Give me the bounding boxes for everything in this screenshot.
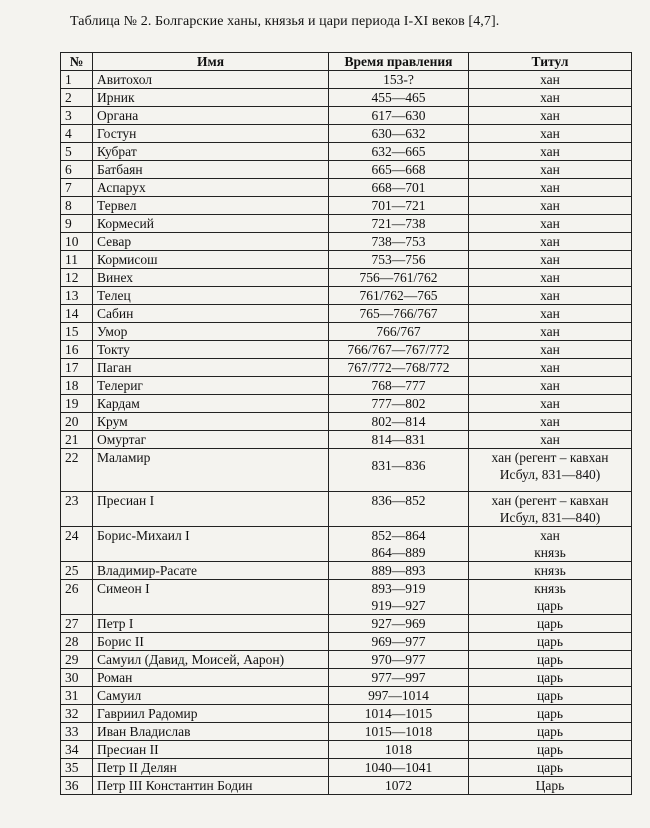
reign-period <box>329 161 469 179</box>
ruler-title <box>469 669 632 687</box>
reign-period <box>329 449 469 492</box>
ruler-title <box>469 633 632 651</box>
ruler-name: Самуил <box>93 687 329 705</box>
reign-period-line: 919—927 <box>371 598 426 613</box>
ruler-title-line: царь <box>536 652 564 667</box>
reign-period <box>329 323 469 341</box>
row-number: 20 <box>61 413 93 431</box>
table-row <box>61 615 632 633</box>
ruler-title <box>469 705 632 723</box>
ruler-title-line: хан <box>540 288 560 303</box>
table-header-row <box>61 53 632 71</box>
reign-period <box>329 71 469 89</box>
ruler-name: Токту <box>93 341 329 359</box>
ruler-title <box>469 215 632 233</box>
reign-period-line: 455—465 <box>371 90 426 105</box>
reign-period <box>329 741 469 759</box>
ruler-name: Самуил (Давид, Моисей, Аарон) <box>93 651 329 669</box>
row-number: 33 <box>61 723 93 741</box>
ruler-name: Авитохол <box>93 71 329 89</box>
ruler-title-line: хан <box>540 72 560 87</box>
row-number: 29 <box>61 651 93 669</box>
ruler-title-line: хан <box>540 432 560 447</box>
table-row <box>61 269 632 287</box>
row-number: 5 <box>61 143 93 161</box>
ruler-title <box>469 377 632 395</box>
reign-period-line: 1040—1041 <box>364 760 433 775</box>
ruler-title <box>469 125 632 143</box>
ruler-title <box>469 251 632 269</box>
reign-period-line: 761/762—765 <box>359 288 438 303</box>
ruler-title-line: царь <box>536 598 564 613</box>
ruler-title-line: хан <box>540 180 560 195</box>
ruler-title-line: хан <box>540 252 560 267</box>
ruler-title <box>469 161 632 179</box>
reign-period <box>329 580 469 615</box>
table-caption: Таблица № 2. Болгарские ханы, князья и цари периода I-XI веков [4,7]. <box>70 14 500 29</box>
ruler-name: Иван Владислав <box>93 723 329 741</box>
table-row <box>61 71 632 89</box>
reign-period <box>329 431 469 449</box>
ruler-title <box>469 395 632 413</box>
reign-period-line: 766/767—767/772 <box>347 342 450 357</box>
row-number: 3 <box>61 107 93 125</box>
ruler-title-line: хан <box>540 378 560 393</box>
ruler-title <box>469 759 632 777</box>
ruler-title-line: царь <box>536 670 564 685</box>
ruler-title-line: хан <box>540 198 560 213</box>
ruler-title <box>469 287 632 305</box>
ruler-title <box>469 723 632 741</box>
reign-period <box>329 492 469 527</box>
reign-period-line: 765—766/767 <box>359 306 438 321</box>
table-row <box>61 580 632 615</box>
row-number: 35 <box>61 759 93 777</box>
reign-period-line: 777—802 <box>371 396 426 411</box>
table-row <box>61 341 632 359</box>
row-number: 15 <box>61 323 93 341</box>
reign-period <box>329 777 469 795</box>
ruler-title <box>469 233 632 251</box>
ruler-name: Гостун <box>93 125 329 143</box>
ruler-title-line: хан <box>540 216 560 231</box>
reign-period <box>329 377 469 395</box>
ruler-title-line: царь <box>536 760 564 775</box>
ruler-title <box>469 143 632 161</box>
reign-period <box>329 125 469 143</box>
reign-period-line: 1072 <box>385 778 412 793</box>
row-number: 9 <box>61 215 93 233</box>
reign-period-line: 893—919 <box>371 581 426 596</box>
reign-period-line: 977—997 <box>371 670 426 685</box>
reign-period-line: 766/767 <box>376 324 421 339</box>
ruler-title <box>469 341 632 359</box>
ruler-title-line: хан <box>540 126 560 141</box>
table-row <box>61 413 632 431</box>
table-row <box>61 723 632 741</box>
ruler-title <box>469 777 632 795</box>
ruler-title <box>469 741 632 759</box>
reign-period-line: 1015—1018 <box>364 724 433 739</box>
row-number: 10 <box>61 233 93 251</box>
row-number: 32 <box>61 705 93 723</box>
ruler-title-line: князь <box>534 581 566 596</box>
row-number: 21 <box>61 431 93 449</box>
ruler-title-line: хан <box>540 270 560 285</box>
ruler-name: Паган <box>93 359 329 377</box>
reign-period-line: 927—969 <box>371 616 426 631</box>
ruler-name: Омуртаг <box>93 431 329 449</box>
ruler-name: Телец <box>93 287 329 305</box>
row-number: 31 <box>61 687 93 705</box>
ruler-name: Ирник <box>93 89 329 107</box>
table-row <box>61 197 632 215</box>
table-row <box>61 377 632 395</box>
reign-period <box>329 215 469 233</box>
ruler-name: Пресиан II <box>93 741 329 759</box>
row-number: 11 <box>61 251 93 269</box>
row-number: 2 <box>61 89 93 107</box>
ruler-title <box>469 107 632 125</box>
ruler-name: Гавриил Радомир <box>93 705 329 723</box>
table-row <box>61 449 632 492</box>
table-row <box>61 215 632 233</box>
ruler-name: Роман <box>93 669 329 687</box>
ruler-name: Маламир <box>93 449 329 492</box>
ruler-name: Кардам <box>93 395 329 413</box>
table-row <box>61 492 632 527</box>
reign-period-line: 1014—1015 <box>364 706 433 721</box>
row-number: 12 <box>61 269 93 287</box>
reign-period <box>329 413 469 431</box>
ruler-title <box>469 651 632 669</box>
row-number: 24 <box>61 527 93 562</box>
reign-period-line: 802—814 <box>371 414 426 429</box>
header-title: Титул <box>469 53 632 71</box>
table-row <box>61 305 632 323</box>
ruler-name: Пресиан I <box>93 492 329 527</box>
reign-period-line: 721—738 <box>371 216 426 231</box>
ruler-name: Батбаян <box>93 161 329 179</box>
reign-period-line: 1018 <box>385 742 412 757</box>
table-body <box>61 71 632 795</box>
reign-period <box>329 305 469 323</box>
row-number: 18 <box>61 377 93 395</box>
ruler-title <box>469 305 632 323</box>
ruler-name: Кормисош <box>93 251 329 269</box>
ruler-name: Кормесий <box>93 215 329 233</box>
ruler-title <box>469 413 632 431</box>
row-number: 23 <box>61 492 93 527</box>
table-row <box>61 161 632 179</box>
ruler-title-line: князь <box>534 563 566 578</box>
ruler-title-line: хан <box>540 324 560 339</box>
ruler-name: Петр III Константин Бодин <box>93 777 329 795</box>
ruler-title-line: хан <box>540 90 560 105</box>
reign-period-line: 753—756 <box>371 252 426 267</box>
reign-period-line: 970—977 <box>371 652 426 667</box>
ruler-title-line: царь <box>536 742 564 757</box>
reign-period-line: 864—889 <box>371 545 426 560</box>
table-row <box>61 251 632 269</box>
row-number: 17 <box>61 359 93 377</box>
reign-period-line: 632—665 <box>371 144 426 159</box>
ruler-title <box>469 527 632 562</box>
ruler-name: Владимир-Расате <box>93 562 329 580</box>
ruler-name: Винех <box>93 269 329 287</box>
row-number: 34 <box>61 741 93 759</box>
ruler-title <box>469 179 632 197</box>
ruler-name: Умор <box>93 323 329 341</box>
ruler-name: Симеон I <box>93 580 329 615</box>
row-number: 26 <box>61 580 93 615</box>
row-number: 36 <box>61 777 93 795</box>
ruler-title-line: хан <box>540 360 560 375</box>
ruler-title <box>469 687 632 705</box>
table-row <box>61 125 632 143</box>
ruler-title-line: хан <box>540 162 560 177</box>
table-row <box>61 669 632 687</box>
ruler-name: Органа <box>93 107 329 125</box>
ruler-name: Петр II Делян <box>93 759 329 777</box>
reign-period <box>329 687 469 705</box>
ruler-title <box>469 580 632 615</box>
row-number: 8 <box>61 197 93 215</box>
row-number: 1 <box>61 71 93 89</box>
ruler-title-line: хан <box>540 414 560 429</box>
table-row <box>61 687 632 705</box>
row-number: 4 <box>61 125 93 143</box>
ruler-title-line: хан <box>540 528 560 543</box>
table-row <box>61 527 632 562</box>
table-row <box>61 287 632 305</box>
ruler-title <box>469 359 632 377</box>
table-row <box>61 562 632 580</box>
reign-period <box>329 723 469 741</box>
ruler-title-line: Царь <box>535 778 565 793</box>
reign-period <box>329 633 469 651</box>
reign-period <box>329 341 469 359</box>
reign-period-line: 969—977 <box>371 634 426 649</box>
ruler-title <box>469 615 632 633</box>
reign-period-line: 701—721 <box>371 198 426 213</box>
ruler-title-line: хан <box>540 144 560 159</box>
ruler-title-line: царь <box>536 634 564 649</box>
ruler-name: Телериг <box>93 377 329 395</box>
reign-period <box>329 615 469 633</box>
table-row <box>61 651 632 669</box>
reign-period <box>329 527 469 562</box>
reign-period <box>329 287 469 305</box>
header-number: № <box>61 53 93 71</box>
reign-period-line: 738—753 <box>371 234 426 249</box>
reign-period <box>329 651 469 669</box>
reign-period <box>329 233 469 251</box>
ruler-name: Аспарух <box>93 179 329 197</box>
ruler-title-line: царь <box>536 706 564 721</box>
rulers-table <box>60 52 632 795</box>
reign-period-line: 630—632 <box>371 126 426 141</box>
ruler-title <box>469 269 632 287</box>
reign-period-line: 814—831 <box>371 432 426 447</box>
table-row <box>61 431 632 449</box>
ruler-title-line: царь <box>536 724 564 739</box>
ruler-title <box>469 89 632 107</box>
ruler-name: Борис-Михаил I <box>93 527 329 562</box>
reign-period <box>329 251 469 269</box>
reign-period <box>329 705 469 723</box>
ruler-title-line: хан <box>540 306 560 321</box>
row-number: 30 <box>61 669 93 687</box>
reign-period <box>329 107 469 125</box>
ruler-title-line: Исбул, 831—840) <box>499 467 601 482</box>
row-number: 28 <box>61 633 93 651</box>
reign-period <box>329 197 469 215</box>
table-row <box>61 143 632 161</box>
reign-period-line: 997—1014 <box>368 688 429 703</box>
table-row <box>61 741 632 759</box>
ruler-title-line: Исбул, 831—840) <box>499 510 601 525</box>
reign-period-line: 756—761/762 <box>359 270 438 285</box>
reign-period <box>329 359 469 377</box>
header-reign: Время правления <box>329 53 469 71</box>
row-number: 13 <box>61 287 93 305</box>
ruler-title-line: хан <box>540 342 560 357</box>
ruler-title <box>469 197 632 215</box>
row-number: 7 <box>61 179 93 197</box>
ruler-name: Сабин <box>93 305 329 323</box>
ruler-name: Тервел <box>93 197 329 215</box>
ruler-title <box>469 323 632 341</box>
table-row <box>61 759 632 777</box>
ruler-title-line: царь <box>536 688 564 703</box>
ruler-title-line: хан (регент – кавхан <box>491 493 609 508</box>
reign-period-line: 889—893 <box>371 563 426 578</box>
reign-period <box>329 669 469 687</box>
reign-period-line: 768—777 <box>371 378 426 393</box>
reign-period-line: 836—852 <box>371 493 426 508</box>
table-row <box>61 107 632 125</box>
row-number: 14 <box>61 305 93 323</box>
ruler-name: Кубрат <box>93 143 329 161</box>
reign-period <box>329 89 469 107</box>
reign-period-line: 831—836 <box>371 458 426 473</box>
ruler-title <box>469 449 632 492</box>
ruler-title <box>469 71 632 89</box>
table-row <box>61 179 632 197</box>
table-row <box>61 323 632 341</box>
row-number: 19 <box>61 395 93 413</box>
ruler-title <box>469 562 632 580</box>
reign-period-line: 767/772—768/772 <box>347 360 450 375</box>
row-number: 27 <box>61 615 93 633</box>
ruler-name: Петр I <box>93 615 329 633</box>
ruler-name: Севар <box>93 233 329 251</box>
ruler-title <box>469 431 632 449</box>
ruler-title-line: хан <box>540 234 560 249</box>
reign-period <box>329 562 469 580</box>
table-row <box>61 359 632 377</box>
header-name: Имя <box>93 53 329 71</box>
reign-period-line: 668—701 <box>371 180 426 195</box>
row-number: 16 <box>61 341 93 359</box>
ruler-name: Крум <box>93 413 329 431</box>
reign-period-line: 852—864 <box>371 528 426 543</box>
table-row <box>61 233 632 251</box>
reign-period <box>329 269 469 287</box>
table-row <box>61 633 632 651</box>
reign-period <box>329 395 469 413</box>
ruler-title-line: хан <box>540 108 560 123</box>
table-row <box>61 777 632 795</box>
row-number: 25 <box>61 562 93 580</box>
ruler-title-line: царь <box>536 616 564 631</box>
table-row <box>61 395 632 413</box>
table-row <box>61 89 632 107</box>
reign-period-line: 665—668 <box>371 162 426 177</box>
reign-period <box>329 759 469 777</box>
table-row <box>61 705 632 723</box>
ruler-title-line: князь <box>534 545 566 560</box>
ruler-title-line: хан <box>540 396 560 411</box>
reign-period-line: 617—630 <box>371 108 426 123</box>
reign-period <box>329 179 469 197</box>
row-number: 22 <box>61 449 93 492</box>
reign-period <box>329 143 469 161</box>
reign-period-line: 153-? <box>383 72 414 87</box>
ruler-title-line: хан (регент – кавхан <box>491 450 609 465</box>
row-number: 6 <box>61 161 93 179</box>
ruler-title <box>469 492 632 527</box>
ruler-name: Борис II <box>93 633 329 651</box>
